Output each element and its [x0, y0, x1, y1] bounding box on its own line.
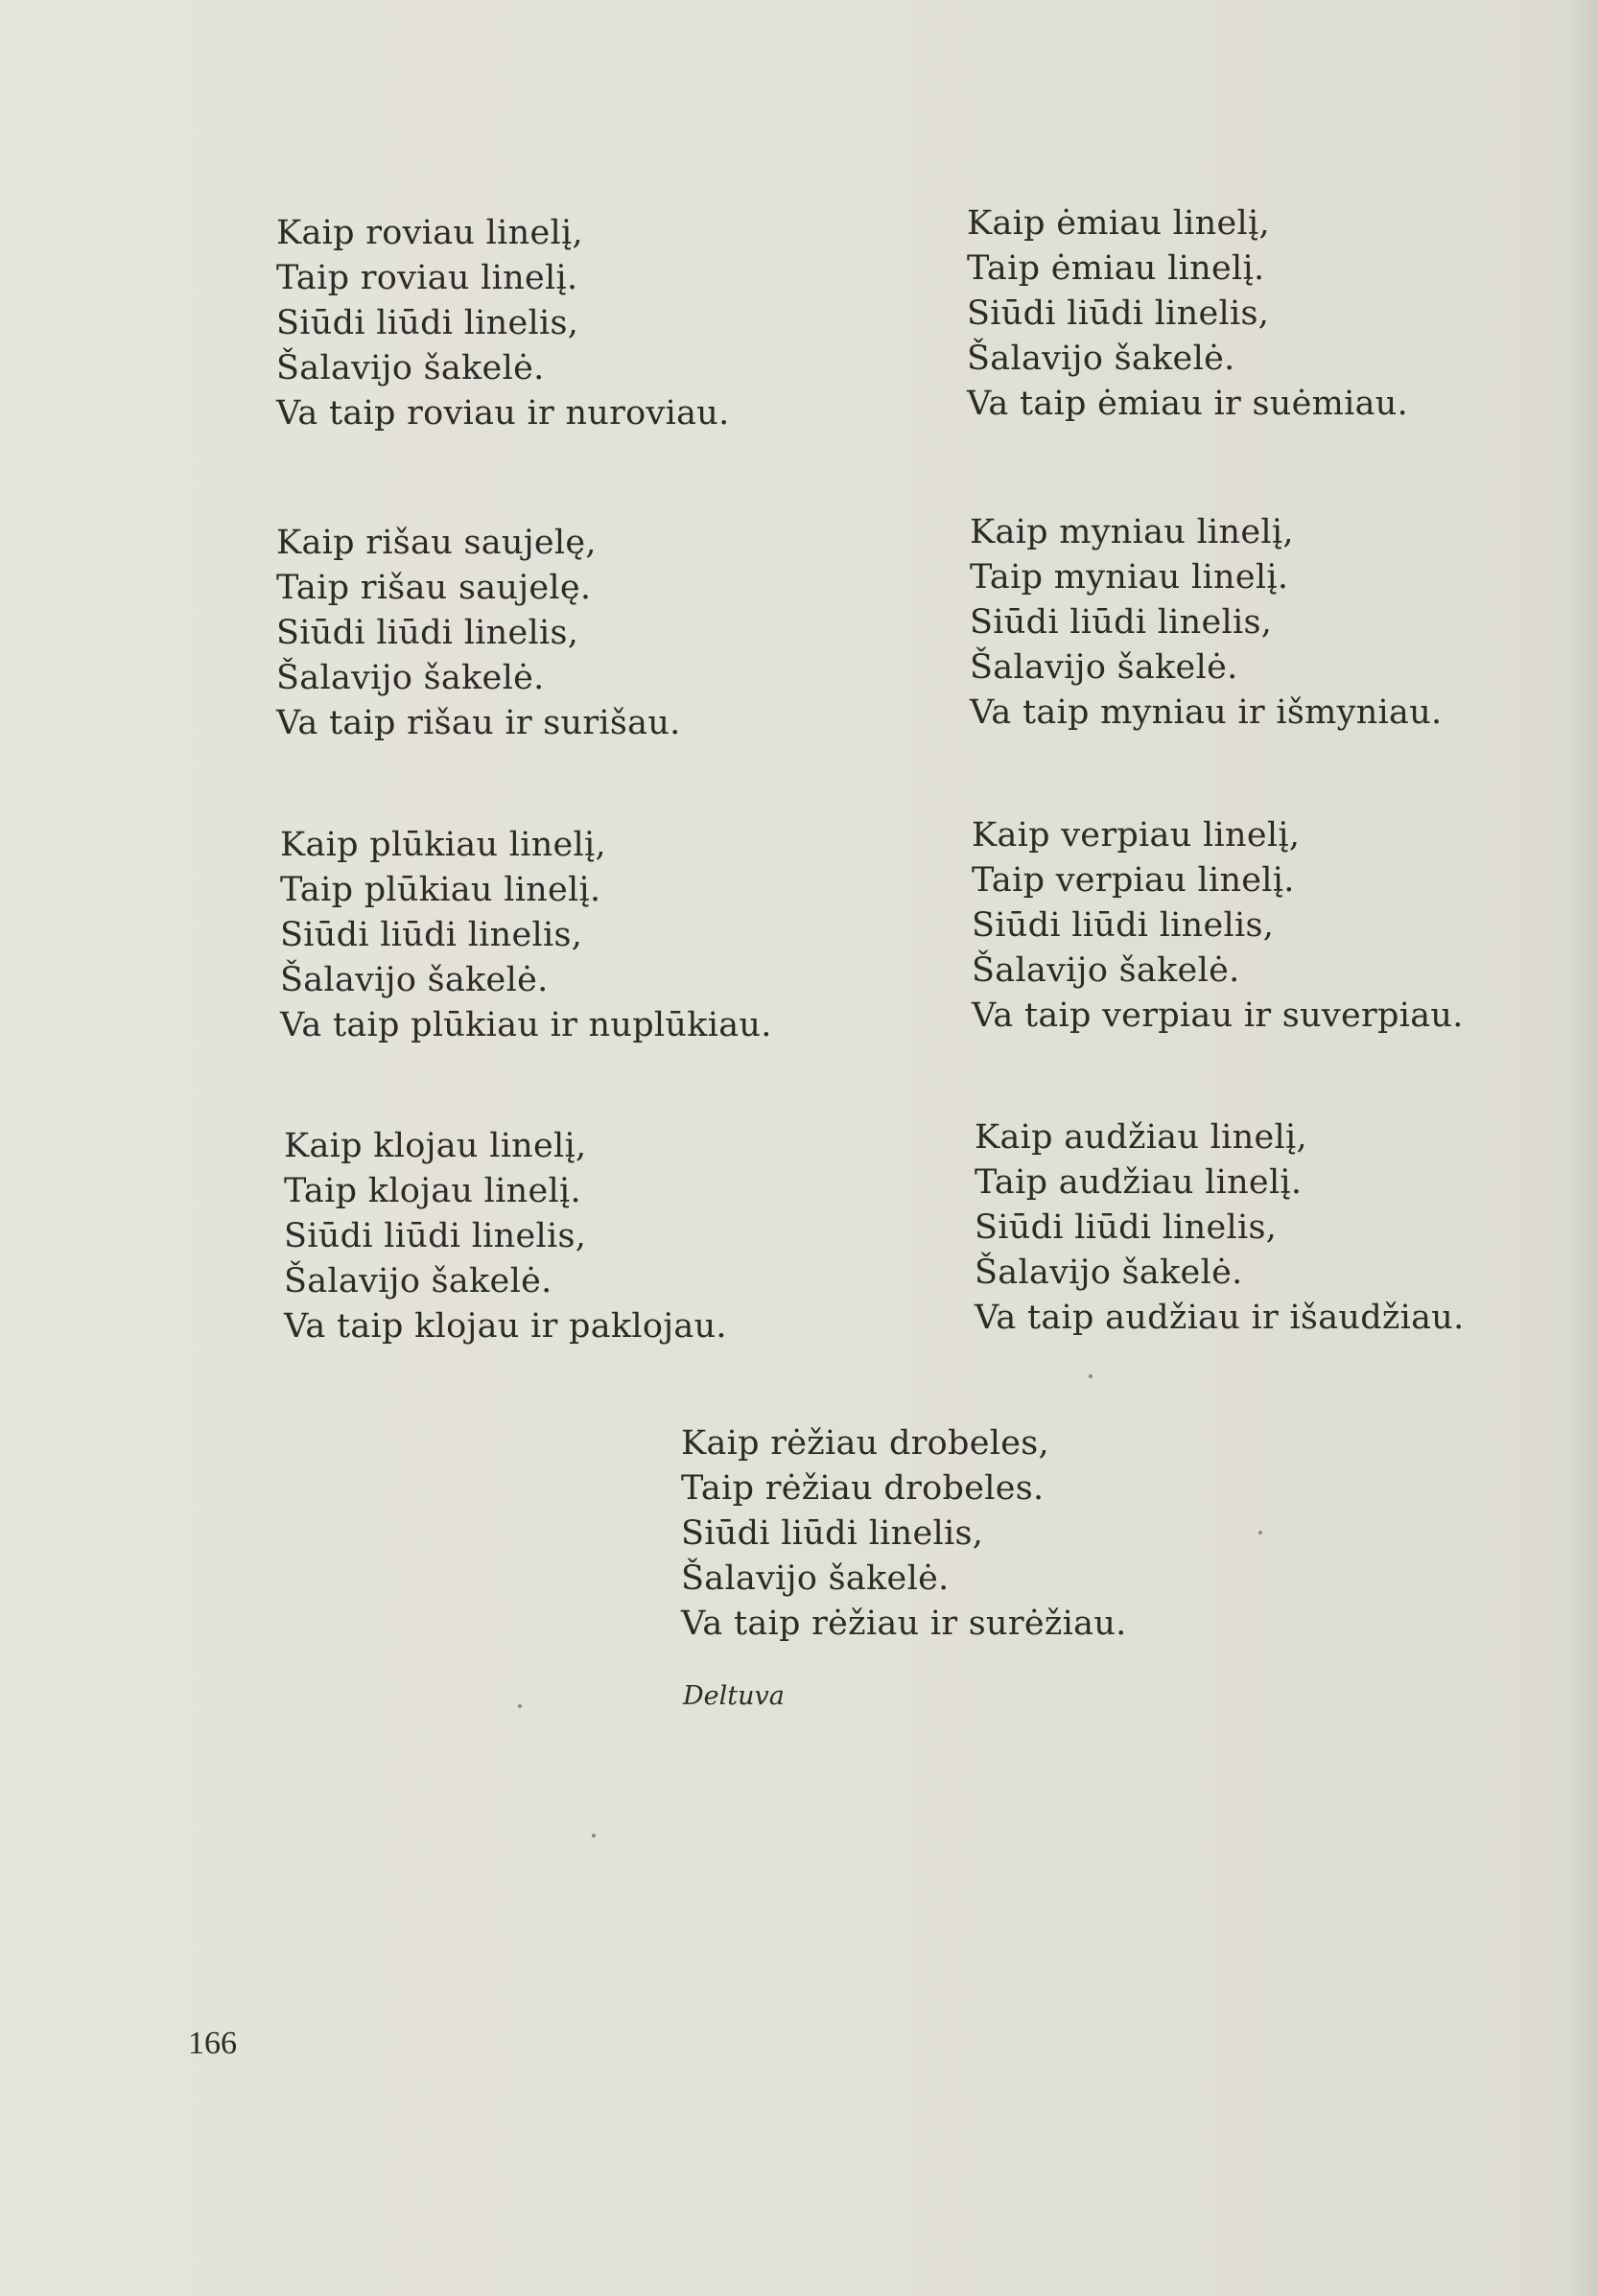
verse-line: Kaip verpiau linelį,	[972, 816, 1301, 855]
print-speck	[1258, 1531, 1262, 1535]
verse-line: Šalavijo šakelė.	[970, 648, 1238, 687]
verse-line: Va taip klojau ir paklojau.	[284, 1307, 727, 1346]
verse-line: Taip ėmiau linelį.	[967, 249, 1265, 288]
print-speck	[592, 1834, 596, 1838]
verse-line: Siūdi liūdi linelis,	[970, 603, 1273, 642]
verse-line: Va taip roviau ir nuroviau.	[276, 394, 730, 433]
verse-line: Taip audžiau linelį.	[975, 1163, 1303, 1202]
verse-line: Siūdi liūdi linelis,	[975, 1208, 1278, 1247]
page-edge-shadow	[1563, 0, 1598, 2296]
verse-line: Šalavijo šakelė.	[276, 659, 545, 697]
verse-line: Va taip rėžiau ir surėžiau.	[681, 1605, 1127, 1643]
stanza-reziau	[681, 1421, 1127, 1647]
verse-line: Šalavijo šakelė.	[972, 951, 1240, 990]
verse-line: Siūdi liūdi linelis,	[681, 1514, 984, 1553]
stanza-emiau	[967, 201, 1408, 427]
stanza-roviau	[276, 211, 730, 436]
verse-line: Kaip klojau linelį,	[284, 1127, 587, 1165]
verse-line: Va taip ėmiau ir suėmiau.	[967, 385, 1409, 423]
stanza-myniau	[970, 510, 1442, 736]
verse-line: Šalavijo šakelė.	[284, 1262, 552, 1300]
verse-line: Va taip rišau ir surišau.	[276, 704, 681, 742]
print-speck	[518, 1704, 522, 1708]
verse-line: Kaip roviau linelį,	[276, 214, 583, 252]
verse-line: Taip rišau saujelę.	[276, 569, 592, 607]
verse-line: Siūdi liūdi linelis,	[284, 1217, 587, 1255]
verse-line: Va taip audžiau ir išaudžiau.	[975, 1299, 1465, 1337]
verse-line: Va taip verpiau ir suverpiau.	[972, 996, 1464, 1035]
verse-line: Siūdi liūdi linelis,	[280, 916, 583, 954]
verse-line: Kaip audžiau linelį,	[975, 1118, 1307, 1157]
verse-line: Siūdi liūdi linelis,	[276, 304, 579, 342]
stanza-audziau	[975, 1115, 1465, 1341]
verse-line: Va taip plūkiau ir nuplūkiau.	[280, 1006, 772, 1044]
verse-line: Kaip myniau linelį,	[970, 513, 1294, 551]
stanza-verpiau	[972, 813, 1464, 1039]
stanza-plukiau	[280, 823, 772, 1048]
stanza-klojau	[284, 1124, 727, 1349]
verse-line: Kaip ėmiau linelį,	[967, 204, 1270, 243]
verse-line: Taip verpiau linelį.	[972, 861, 1295, 900]
verse-line: Siūdi liūdi linelis,	[972, 906, 1275, 945]
print-speck	[1089, 1374, 1093, 1378]
verse-line: Va taip myniau ir išmyniau.	[970, 693, 1443, 732]
verse-line: Taip rėžiau drobeles.	[681, 1469, 1045, 1508]
verse-line: Taip klojau linelį.	[284, 1172, 581, 1210]
verse-line: Siūdi liūdi linelis,	[276, 614, 579, 652]
verse-line: Kaip rišau saujelę,	[276, 524, 597, 562]
verse-line: Siūdi liūdi linelis,	[967, 294, 1270, 333]
verse-line: Šalavijo šakelė.	[975, 1253, 1243, 1292]
place-of-origin-note: Deltuva	[683, 1681, 785, 1711]
verse-line: Taip myniau linelį.	[970, 558, 1289, 597]
verse-line: Šalavijo šakelė.	[967, 340, 1235, 378]
verse-line: Taip roviau linelį.	[276, 259, 578, 297]
verse-line: Šalavijo šakelė.	[681, 1559, 950, 1598]
verse-line: Kaip rėžiau drobeles,	[681, 1424, 1049, 1463]
verse-line: Taip plūkiau linelį.	[280, 871, 601, 909]
verse-line: Šalavijo šakelė.	[280, 961, 549, 999]
verse-line: Kaip plūkiau linelį,	[280, 826, 606, 864]
page-number: 166	[188, 2026, 237, 2061]
stanza-risau	[276, 521, 681, 746]
verse-line: Šalavijo šakelė.	[276, 349, 545, 387]
